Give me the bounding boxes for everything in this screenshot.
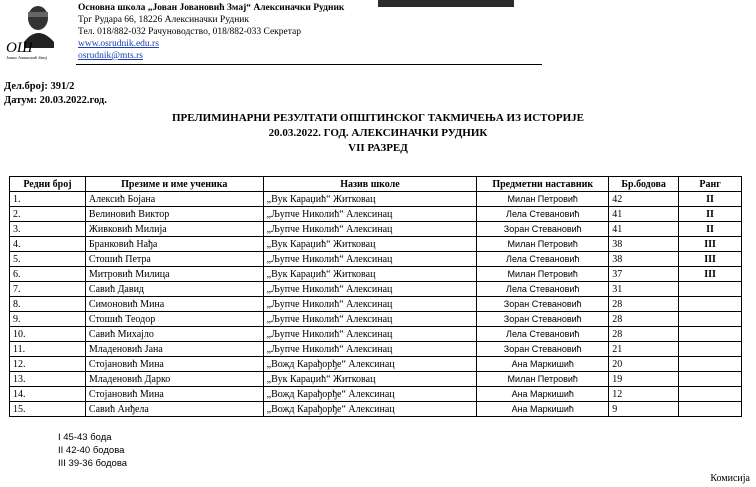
points-value: 9 [609,402,679,417]
school-name-cell: „Вожд Карађорђе“ Алексинац [263,402,477,417]
school-name-cell: „Вожд Карађорђе“ Алексинац [263,387,477,402]
points-value: 38 [609,252,679,267]
school-name-cell: „Вожд Карађорђе“ Алексинац [263,357,477,372]
school-name-cell: „Љупче Николић“ Алексинац [263,312,477,327]
column-header: Назив школе [263,177,477,192]
table-row [10,237,742,252]
row-number: 1. [10,192,86,207]
legend-item: II 42-40 бодова [58,445,125,456]
row-number: 15. [10,402,86,417]
logo-caption: Јован Јовановић Змај [6,55,47,60]
row-number: 12. [10,357,86,372]
teacher-name: Лела Стевановић [477,207,609,222]
student-name: Савић Анђела [85,402,263,417]
commission-label: Комисија [710,473,750,484]
student-name: Стошић Петра [85,252,263,267]
rank-value: III [679,267,742,282]
teacher-name: Милан Петровић [477,237,609,252]
rank-value: II [679,192,742,207]
row-number: 5. [10,252,86,267]
teacher-name: Лела Стевановић [477,327,609,342]
rank-value [679,282,742,297]
points-value: 31 [609,282,679,297]
results-table [9,176,742,417]
letterhead [78,2,344,62]
rank-value [679,297,742,312]
rank-value: II [679,207,742,222]
reference-number: Дел.број: 391/2 [4,81,75,92]
school-name-cell: „Вук Караџић“ Житковац [263,267,477,282]
row-number: 6. [10,267,86,282]
row-number: 4. [10,237,86,252]
table-row [10,387,742,402]
teacher-name: Лела Стевановић [477,282,609,297]
row-number: 2. [10,207,86,222]
school-name-cell: „Љупче Николић“ Алексинац [263,327,477,342]
points-value: 38 [609,237,679,252]
row-number: 7. [10,282,86,297]
table-row [10,372,742,387]
school-name: Основна школа „Јован Јовановић Змај“ Алексиначки Рудник [78,3,345,13]
document-date: Датум: 20.03.2022.год. [4,95,107,106]
teacher-name: Милан Петровић [477,267,609,282]
points-value: 42 [609,192,679,207]
email-link[interactable]: osrudnik@mts.rs [78,51,143,61]
school-name-cell: „Љупче Николић“ Алексинац [263,282,477,297]
rank-value: III [679,252,742,267]
window-top-bar [378,0,514,7]
header-divider [76,64,542,65]
row-number: 9. [10,312,86,327]
column-header: Презиме и име ученика [85,177,263,192]
teacher-name: Лела Стевановић [477,252,609,267]
column-header: Предметни наставник [477,177,609,192]
rank-value [679,342,742,357]
points-value: 19 [609,372,679,387]
student-name: Стојановић Мина [85,357,263,372]
row-number: 8. [10,297,86,312]
row-number: 3. [10,222,86,237]
teacher-name: Милан Петровић [477,192,609,207]
teacher-name: Зоран Стевановић [477,297,609,312]
title-line-1: ПРЕЛИМИНАРНИ РЕЗУЛТАТИ ОПШТИНСКОГ ТАКМИЧЕЊА ИЗ ИСТОРИЈЕ [171,112,585,124]
table-row [10,312,742,327]
row-number: 13. [10,372,86,387]
table-row [10,207,742,222]
teacher-name: Ана Маркишић [477,402,609,417]
document-meta [4,80,107,108]
teacher-name: Зоран Стевановић [477,312,609,327]
student-name: Савић Давид [85,282,263,297]
teacher-name: Милан Петровић [477,372,609,387]
title-line-3: VII РАЗРЕД [348,142,408,154]
student-name: Стошић Теодор [85,312,263,327]
student-name: Савић Михајло [85,327,263,342]
table-row [10,297,742,312]
school-name-cell: „Љупче Николић“ Алексинац [263,207,477,222]
student-name: Стојановић Мина [85,387,263,402]
table-row [10,252,742,267]
document-title [0,111,756,156]
rank-value [679,312,742,327]
points-value: 28 [609,297,679,312]
school-name-cell: „Љупче Николић“ Алексинац [263,342,477,357]
row-number: 11. [10,342,86,357]
school-name-cell: „Љупче Николић“ Алексинац [263,297,477,312]
column-header: Редни број [10,177,86,192]
table-row [10,282,742,297]
legend-item: I 45-43 бода [58,432,112,443]
rank-value [679,387,742,402]
student-name: Симоновић Мина [85,297,263,312]
teacher-name: Ана Маркишић [477,387,609,402]
points-value: 41 [609,222,679,237]
table-header-row [10,177,742,192]
teacher-name: Ана Маркишић [477,357,609,372]
school-name-cell: „Вук Караџић“ Житковац [263,372,477,387]
column-header: Бр.бодова [609,177,679,192]
table-row [10,357,742,372]
table-row [10,222,742,237]
website-link[interactable]: www.osrudnik.edu.rs [78,39,159,49]
rank-value: II [679,222,742,237]
points-value: 20 [609,357,679,372]
school-name-cell: „Љупче Николић“ Алексинац [263,252,477,267]
rank-legend [58,431,127,470]
student-name: Младеновић Дарко [85,372,263,387]
points-value: 28 [609,312,679,327]
student-name: Велиновић Виктор [85,207,263,222]
points-value: 28 [609,327,679,342]
row-number: 10. [10,327,86,342]
legend-item: III 39-36 бодова [58,458,128,469]
points-value: 12 [609,387,679,402]
teacher-name: Зоран Стевановић [477,222,609,237]
logo-text: ОШ [6,40,33,56]
student-name: Младеновић Јана [85,342,263,357]
school-address: Трг Рудара 66, 18226 Алексиначки Рудник [78,15,249,25]
points-value: 37 [609,267,679,282]
table-row [10,192,742,207]
rank-value [679,327,742,342]
row-number: 14. [10,387,86,402]
column-header: Ранг [679,177,742,192]
teacher-name: Зоран Стевановић [477,342,609,357]
points-value: 41 [609,207,679,222]
student-name: Алексић Бојана [85,192,263,207]
school-phone: Тел. 018/882-032 Рачуноводство, 018/882-033 Секретар [78,27,301,37]
rank-value [679,372,742,387]
school-name-cell: „Вук Караџић“ Житковац [263,237,477,252]
school-logo [4,2,62,60]
student-name: Митровић Милица [85,267,263,282]
points-value: 21 [609,342,679,357]
table-row [10,342,742,357]
table-row [10,402,742,417]
rank-value [679,402,742,417]
school-name-cell: „Љупче Николић“ Алексинац [263,222,477,237]
title-line-2: 20.03.2022. ГОД. АЛЕКСИНАЧКИ РУДНИК [268,127,488,139]
student-name: Бранковић Нађа [85,237,263,252]
table-row [10,267,742,282]
rank-value [679,357,742,372]
student-name: Живковић Милија [85,222,263,237]
table-row [10,327,742,342]
rank-value: III [679,237,742,252]
school-name-cell: „Вук Караџић“ Житковац [263,192,477,207]
